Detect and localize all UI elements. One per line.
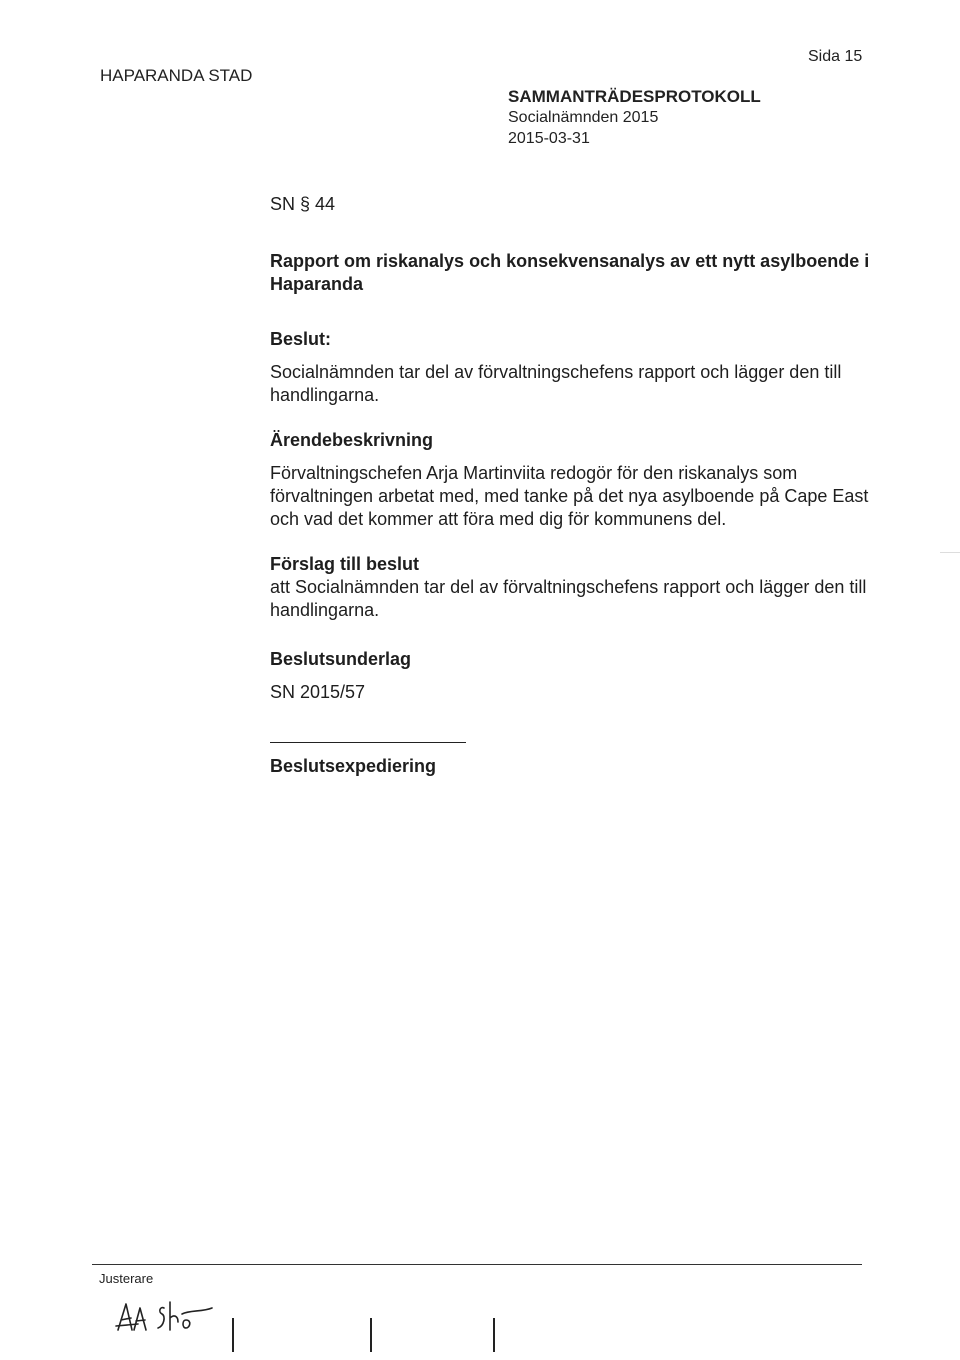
protocol-title: SAMMANTRÄDESPROTOKOLL	[508, 87, 761, 106]
basis-reference: SN 2015/57	[270, 682, 366, 702]
matter-title: Rapport om riskanalys och konsekvensanalys av ett nytt asylboende i Haparanda	[270, 251, 870, 294]
paragraph-reference: SN § 44	[270, 194, 336, 214]
signature-field-marker-2	[370, 1318, 372, 1352]
basis-heading: Beslutsunderlag	[270, 649, 412, 669]
handwritten-signature	[112, 1290, 222, 1342]
description-heading: Ärendebeskrivning	[270, 430, 434, 450]
decision-heading: Beslut:	[270, 329, 332, 349]
signature-field-marker-3	[493, 1318, 495, 1352]
proposal-heading: Förslag till beslut	[270, 554, 420, 574]
decision-text: Socialnämnden tar del av förvaltningschefens rapport och lägger den till handlingarna.	[270, 362, 842, 405]
description-text: Förvaltningschefen Arja Martinviita redogör för den riskanalys som förvaltningen arbetat med, med tanke på det nya asylboende på Cape East och vad det kommer att föra med dig för kommunens del.	[270, 463, 869, 529]
signature-field-marker-1	[232, 1318, 234, 1352]
scan-margin-mark	[940, 552, 960, 553]
page-number: Sida 15	[808, 48, 863, 65]
section-divider	[270, 742, 466, 743]
dispatch-heading: Beslutsexpediering	[270, 756, 437, 776]
meeting-date: 2015-03-31	[508, 130, 590, 147]
committee-name: Socialnämnden 2015	[508, 109, 659, 126]
adjuster-label: Justerare	[99, 1271, 154, 1286]
protocol-header	[508, 86, 761, 149]
proposal-text: att Socialnämnden tar del av förvaltningschefens rapport och lägger den till handlingarna.	[270, 577, 867, 620]
protocol-body	[270, 193, 880, 778]
footer-divider	[92, 1264, 862, 1265]
organization-name: HAPARANDA STAD	[100, 66, 253, 85]
